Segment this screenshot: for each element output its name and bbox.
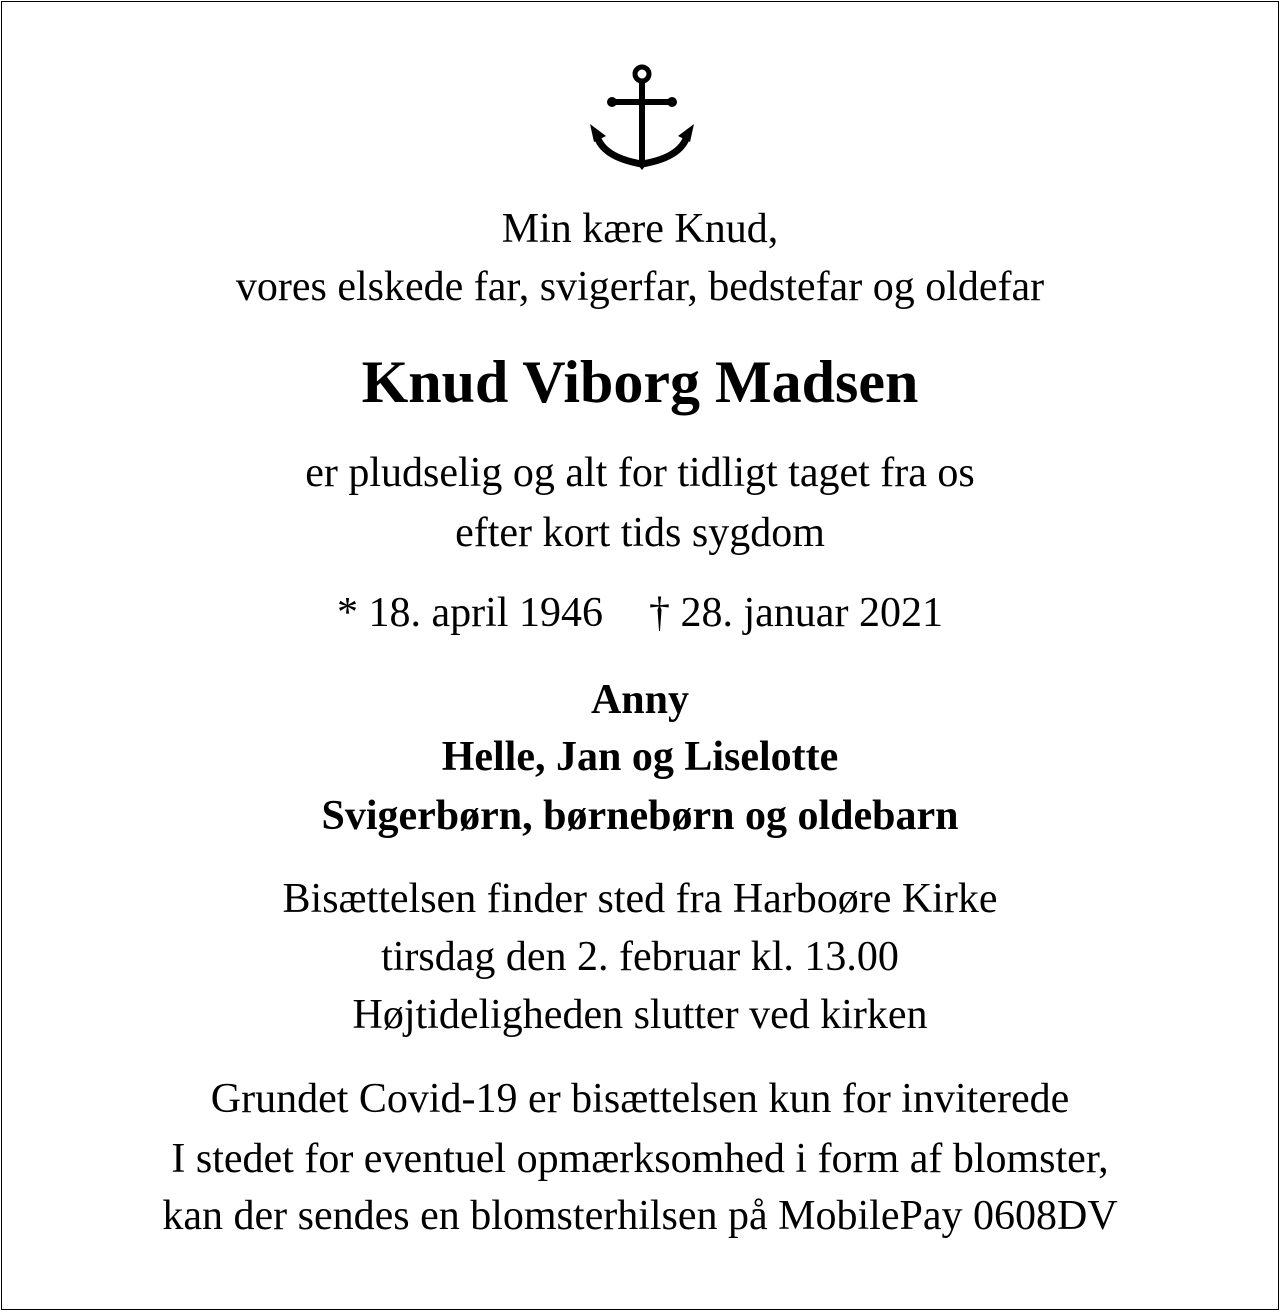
message-line-1: er pludselig og alt for tidligt taget fra os: [305, 450, 975, 496]
family-line-2: Helle, Jan og Liselotte: [441, 734, 839, 780]
message-line-2: efter kort tids sygdom: [455, 510, 825, 556]
note-line-1: Grundet Covid-19 er bisættelsen kun for inviterede: [210, 1076, 1070, 1122]
birth-date: * 18. april 1946: [337, 590, 603, 636]
family-line-1: Anny: [590, 677, 690, 723]
intro-line-2: vores elskede far, svigerfar, bedstefar og oldefar: [235, 264, 1045, 310]
dates-line: [0, 583, 1280, 643]
ceremony-line-1: Bisættelsen finder sted fra Harboøre Kirke: [282, 876, 998, 922]
ceremony-line-3: Højtideligheden slutter ved kirken: [352, 992, 928, 1038]
intro-line-1: Min kære Knud,: [501, 206, 779, 252]
anchor-icon: [590, 62, 694, 170]
note-line-3: kan der sendes en blomsterhilsen på MobilePay 0608DV: [162, 1193, 1118, 1239]
deceased-name: Knud Viborg Madsen: [361, 349, 919, 415]
ceremony-line-2: tirsdag den 2. februar kl. 13.00: [381, 934, 899, 980]
family-line-3: Svigerbørn, børnebørn og oldebarn: [321, 793, 959, 839]
note-line-2: I stedet for eventuel opmærksomhed i form af blomster,: [171, 1136, 1109, 1182]
death-date: † 28. januar 2021: [649, 590, 943, 636]
